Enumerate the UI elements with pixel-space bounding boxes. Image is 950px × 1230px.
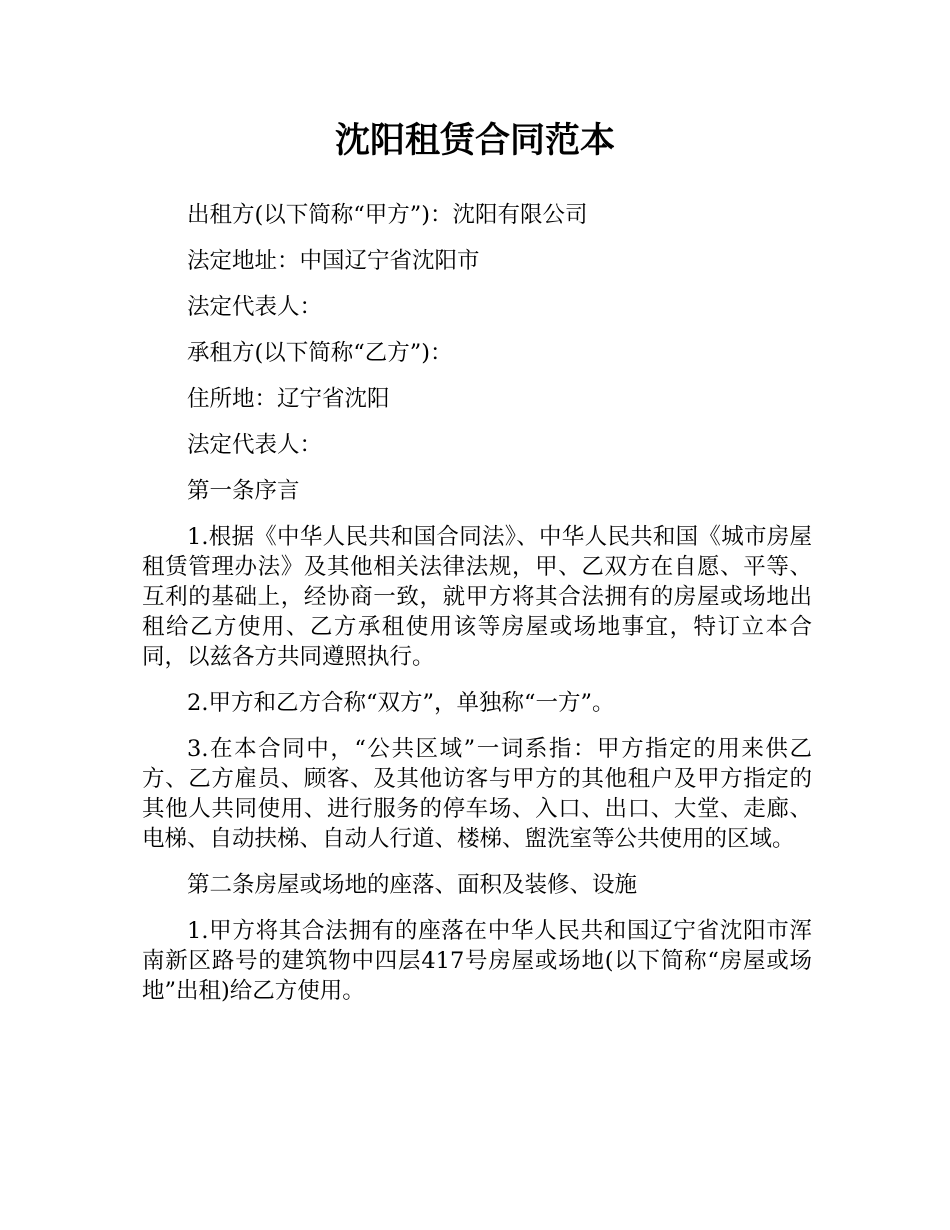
lessee-representative-line: 法定代表人： xyxy=(187,432,323,458)
article-1-clause-2: 2.甲方和乙方合称“双方”，单独称“一方”。 xyxy=(187,690,615,716)
lessor-representative-line: 法定代表人： xyxy=(187,294,323,320)
article-2-heading: 第二条房屋或场地的座落、面积及装修、设施 xyxy=(187,872,638,898)
lessor-line: 出租方(以下简称“甲方”)：沈阳有限公司 xyxy=(187,202,588,228)
article-1-clause-1: 1.根据《中华人民共和国合同法》、中华人民共和国《城市房屋租赁管理办法》及其他相关法律法规，甲、乙双方在自愿、平等、互利的基础上，经协商一致，就甲方将其合法拥有的房屋或场地出租给乙方使用、乙方承租使用该等房屋或场地事宜，特订立本合同，以兹各方共同遵照执行。 xyxy=(142,524,812,670)
lessee-line: 承租方(以下简称“乙方”)： xyxy=(187,340,453,366)
document-title: 沈阳租赁合同范本 xyxy=(334,121,615,161)
article-2-clause-1: 1.甲方将其合法拥有的座落在中华人民共和国辽宁省沈阳市浑南新区路号的建筑物中四层417号房屋或场地(以下简称“房屋或场地”出租)给乙方使用。 xyxy=(142,918,812,1004)
article-1-heading: 第一条序言 xyxy=(187,478,300,504)
lessee-address-line: 住所地：辽宁省沈阳 xyxy=(187,386,390,412)
lessor-address-line: 法定地址：中国辽宁省沈阳市 xyxy=(187,248,480,274)
document-body xyxy=(142,200,812,1022)
article-1-clause-3: 3.在本合同中，“公共区域”一词系指：甲方指定的用来供乙方、乙方雇员、顾客、及其他访客与甲方的其他租户及甲方指定的其他人共同使用、进行服务的停车场、入口、出口、大堂、走廊、电梯、自动扶梯、自动人行道、楼梯、盥洗室等公共使用的区域。 xyxy=(142,736,812,852)
